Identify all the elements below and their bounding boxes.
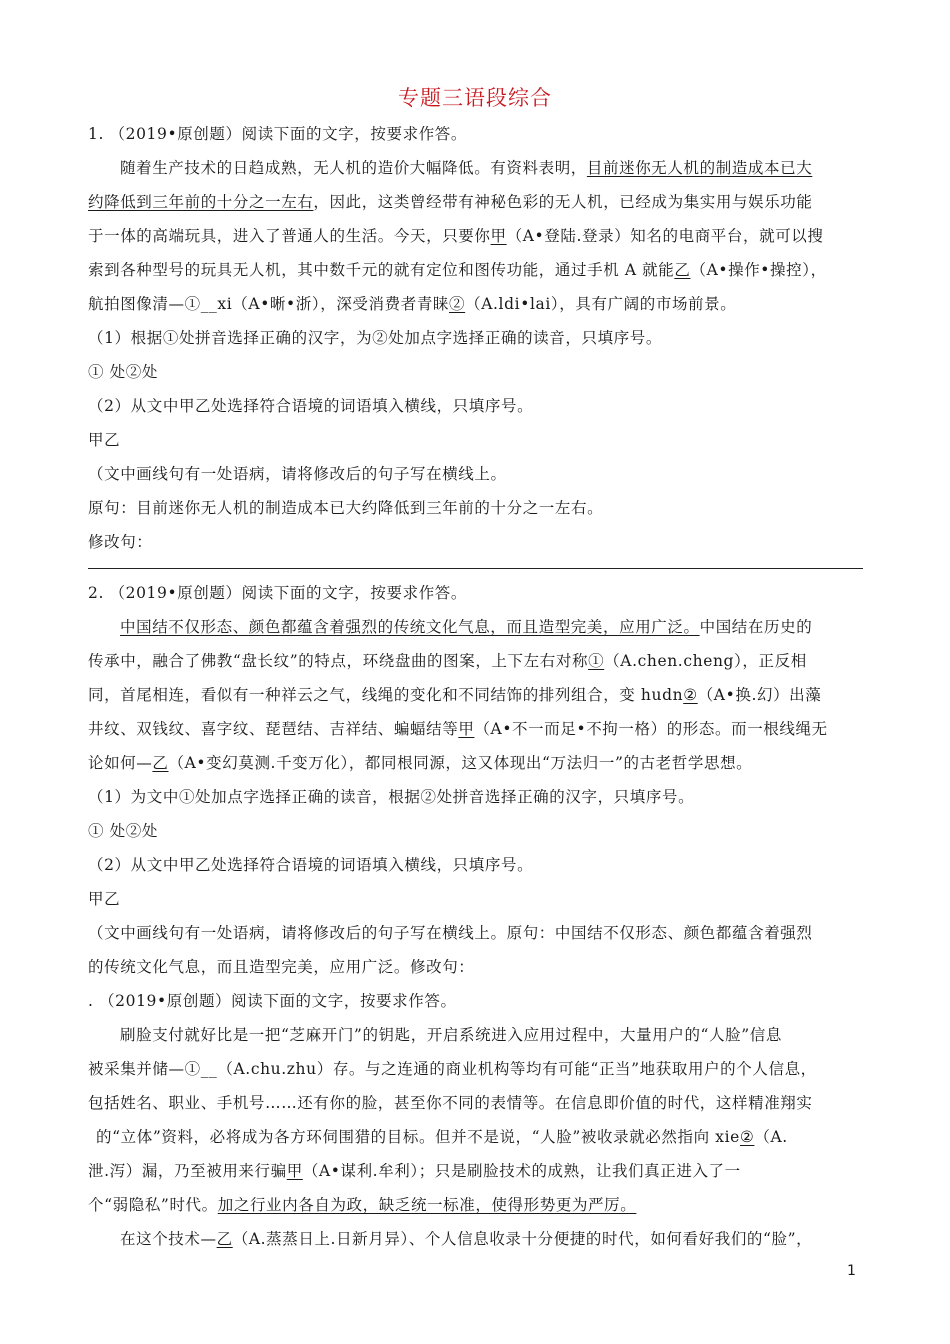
q2-sub-question-2: （2）从文中甲乙处选择符合语境的词语填入横线，只填序号。 xyxy=(88,856,534,874)
page-title: 专题三语段综合 xyxy=(398,86,552,110)
q2-answer-2: 甲乙 xyxy=(88,890,121,908)
q3-passage-line: 在这个技术—乙（A.蒸蒸日上.日新月异）、个人信息收录十分便捷的时代，如何看好我们的“脸”， xyxy=(120,1230,813,1248)
q2-sub-question-3: （文中画线句有一处语病，请将修改后的句子写在横线上。原句：中国结不仅形态、颜色都蕴含着强烈 xyxy=(88,924,813,942)
q1-sub-question-2: （2）从文中甲乙处选择符合语境的词语填入横线，只填序号。 xyxy=(88,397,534,415)
answer-line xyxy=(88,568,863,569)
q2-passage-line: 论如何—乙（A•变幻莫测.千变万化），都同根同源，这又体现出“万法归一”的古老哲学思想。 xyxy=(88,754,753,772)
blank-marker-2: ② xyxy=(683,686,698,704)
underlined-sentence: 中国结不仅形态、颜色都蕴含着强烈的传统文化气息，而且造型完美，应用广泛。 xyxy=(120,618,700,636)
q3-header: . （2019•原创题）阅读下面的文字，按要求作答。 xyxy=(88,992,457,1010)
q1-passage-line: 于一体的高端玩具，进入了普通人的生活。今天，只要你甲（A•登陆.登录）知名的电商平台，就可以搜 xyxy=(88,227,824,245)
q1-passage-line: 索到各种型号的玩具无人机，其中数千元的就有定位和图传功能，通过手机 A 就能乙（A•操作•操控）， xyxy=(88,261,827,279)
q1-original-sentence: 原句：目前迷你无人机的制造成本已大约降低到三年前的十分之一左右。 xyxy=(88,499,604,517)
blank-marker-jia: 甲 xyxy=(458,720,475,738)
blank-marker-2: ② xyxy=(739,1128,755,1146)
q2-passage-line: 井纹、双钱纹、喜字纹、琵琶结、吉祥结、蝙蝠结等甲（A•不一而足•不拘一格）的形态。而一根线绳无 xyxy=(88,720,828,738)
q3-passage-line: 的“立体”资料，必将成为各方环伺围猎的目标。但并不是说，“人脸”被收录就必然指向 xie②（A. xyxy=(96,1128,788,1146)
page-number: 1 xyxy=(847,1263,856,1279)
q2-passage-line: 传承中，融合了佛教“盘长纹”的特点，环绕盘曲的图案，上下左右对称①（A.chen.cheng），正反相 xyxy=(88,652,807,670)
q1-sub-question-3: （文中画线句有一处语病，请将修改后的句子写在横线上。 xyxy=(88,465,507,483)
blank-marker-jia: 甲 xyxy=(490,227,507,245)
q2-passage-line: 同，首尾相连，看似有一种祥云之气，线绳的变化和不同结饰的排列组合，变 hudn②（A•换.幻）出藻 xyxy=(88,686,822,704)
q2-sub-question-1: （1）为文中①处加点字选择正确的读音，根据②处拼音选择正确的汉字，只填序号。 xyxy=(88,788,695,806)
underlined-sentence: 约降低到三年前的十分之一左右 xyxy=(88,193,314,211)
underlined-sentence: 加之行业内各自为政，缺乏统一标准，使得形势更为严厉。 xyxy=(217,1196,637,1214)
q3-passage-line: 被采集并储—①__（A.chu.zhu）存。与之连通的商业机构等均有可能“正当”地获取用户的个人信息， xyxy=(88,1060,817,1078)
q3-passage-line: 个“弱隐私”时代。加之行业内各自为政，缺乏统一标准，使得形势更为严厉。 xyxy=(88,1196,637,1214)
q1-answer-2: 甲乙 xyxy=(88,431,121,449)
q1-passage-line: 约降低到三年前的十分之一左右，因此，这类曾经带有神秘色彩的无人机，已经成为集实用与娱乐功能 xyxy=(88,193,813,211)
q3-passage-line: 刷脸支付就好比是一把“芝麻开门”的钥匙，开启系统进入应用过程中，大量用户的“人脸”信息 xyxy=(120,1026,782,1044)
q1-passage-line: 随着生产技术的日趋成熟，无人机的造价大幅降低。有资料表明，目前迷你无人机的制造成本已大 xyxy=(120,159,813,177)
blank-marker-1: ① xyxy=(588,652,605,670)
blank-marker-yi: 乙 xyxy=(216,1230,233,1248)
blank-marker-yi: 乙 xyxy=(674,261,691,279)
q1-passage-line: 航拍图像清—①__xi（A•晰•浙），深受消费者青睐②（A.ldi•lai），具有广阔的市场前景。 xyxy=(88,295,737,313)
q1-revise-label: 修改句： xyxy=(88,533,153,551)
q2-header: 2. （2019•原创题）阅读下面的文字，按要求作答。 xyxy=(88,584,468,602)
q3-passage-line: 包括姓名、职业、手机号……还有你的脸，甚至你不同的表情等。在信息即价值的时代，这样精准翔实 xyxy=(88,1094,813,1112)
q2-passage-line: 中国结不仅形态、颜色都蕴含着强烈的传统文化气息，而且造型完美，应用广泛。中国结在历史的 xyxy=(120,618,813,636)
blank-marker-jia: 甲 xyxy=(286,1162,303,1180)
q1-header: 1. （2019•原创题）阅读下面的文字，按要求作答。 xyxy=(88,125,468,143)
blank-marker-2: ② xyxy=(449,295,466,313)
blank-marker-yi: 乙 xyxy=(152,754,169,772)
underlined-sentence: 目前迷你无人机的制造成本已大 xyxy=(586,159,813,177)
q1-sub-question-1: （1）根据①处拼音选择正确的汉字，为②处加点字选择正确的读音，只填序号。 xyxy=(88,329,662,347)
q1-answer-1: ① 处②处 xyxy=(88,363,158,381)
q2-answer-1: ① 处②处 xyxy=(88,822,158,840)
q2-sub-question-3-cont: 的传统文化气息，而且造型完美，应用广泛。修改句： xyxy=(88,958,475,976)
q3-passage-line: 泄.泻）漏，乃至被用来行骗甲（A•谋利.牟利）；只是刷脸技术的成熟，让我们真正进入了一 xyxy=(88,1162,741,1180)
